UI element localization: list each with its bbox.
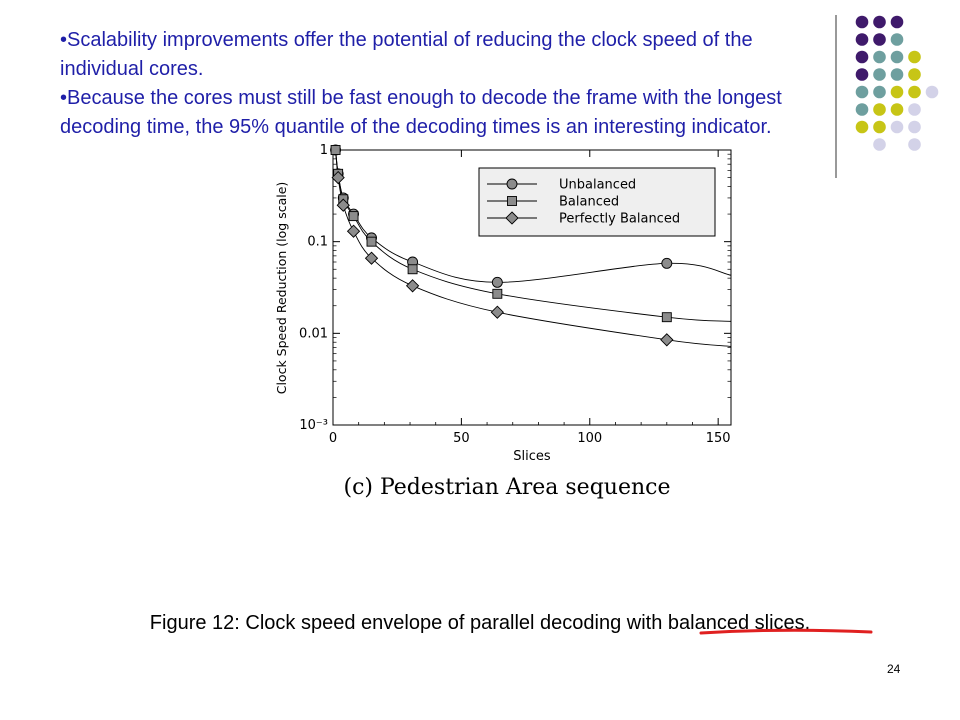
data-point-perfectly-balanced [407, 280, 419, 292]
y-tick-label: 10⁻³ [299, 418, 328, 433]
data-point-unbalanced [492, 277, 502, 287]
decorative-dot [908, 51, 921, 64]
caption-text: Figure 12: Clock speed envelope of parallel decoding with balanced slices. [149, 612, 811, 634]
bullet-list [60, 26, 830, 142]
data-point-balanced [349, 212, 358, 221]
data-point-balanced [367, 237, 376, 246]
data-point-perfectly-balanced [661, 334, 673, 346]
decorative-dot [891, 16, 904, 29]
data-point-balanced [662, 313, 671, 322]
y-tick-label: 1 [319, 143, 328, 158]
decorative-dot [856, 68, 869, 81]
bullet-item: •Because the cores must still be fast enough to decode the frame with the longest decoding time, the 95% quantile of the decoding times is an interesting indicator. [60, 87, 782, 138]
decorative-dot [873, 68, 886, 81]
decorative-dot [856, 51, 869, 64]
data-point-balanced [408, 265, 417, 274]
decorative-dot [873, 121, 886, 134]
figure-caption [0, 612, 960, 635]
legend-marker [508, 197, 517, 206]
decorative-dot [873, 33, 886, 46]
x-tick-labels [329, 431, 731, 446]
y-axis-label: Clock Speed Reduction (log scale) [274, 181, 289, 395]
legend-label: Perfectly Balanced [559, 211, 681, 227]
decorative-dot [908, 86, 921, 99]
decorative-dot [891, 33, 904, 46]
decorative-dot [926, 86, 939, 99]
x-tick-label: 0 [328, 431, 338, 446]
legend [479, 168, 715, 236]
chart-subtitle: (c) Pedestrian Area sequence [343, 475, 671, 500]
decorative-dot [891, 68, 904, 81]
y-tick-label: 0.1 [307, 234, 328, 250]
y-tick-label: 0.01 [299, 326, 328, 342]
decorative-dot [891, 103, 904, 116]
data-point-perfectly-balanced [348, 225, 360, 237]
legend-marker [507, 179, 517, 189]
decorative-dot [873, 51, 886, 64]
decorative-dot [856, 103, 869, 116]
page-number: 24 [887, 662, 901, 676]
decorative-dot [856, 86, 869, 99]
decorative-dot [891, 121, 904, 134]
data-point-balanced [331, 146, 340, 155]
y-tick-labels [299, 143, 328, 433]
decorative-dot [891, 51, 904, 64]
x-tick-label: 100 [577, 431, 603, 446]
data-point-unbalanced [662, 258, 672, 268]
line-chart [255, 140, 755, 505]
data-point-balanced [493, 289, 502, 298]
decorative-dot [908, 138, 921, 151]
legend-label: Unbalanced [559, 177, 637, 193]
decorative-dot [856, 16, 869, 29]
decorative-dot [908, 121, 921, 134]
legend-label: Balanced [559, 194, 620, 210]
bullet-item: •Scalability improvements offer the potential of reducing the clock speed of the individual cores. [60, 29, 753, 80]
decorative-dot [891, 86, 904, 99]
data-point-perfectly-balanced [491, 306, 503, 318]
decorative-dot [908, 68, 921, 81]
decorative-dot [873, 86, 886, 99]
x-tick-label: 50 [453, 431, 470, 446]
x-tick-label: 150 [705, 431, 731, 446]
decorative-dot [856, 121, 869, 134]
decorative-dot [873, 16, 886, 29]
decorative-dot [873, 138, 886, 151]
decorative-dot [873, 103, 886, 116]
x-axis-label: Slices [513, 449, 551, 464]
decorative-dot [856, 33, 869, 46]
decorative-dot [908, 103, 921, 116]
